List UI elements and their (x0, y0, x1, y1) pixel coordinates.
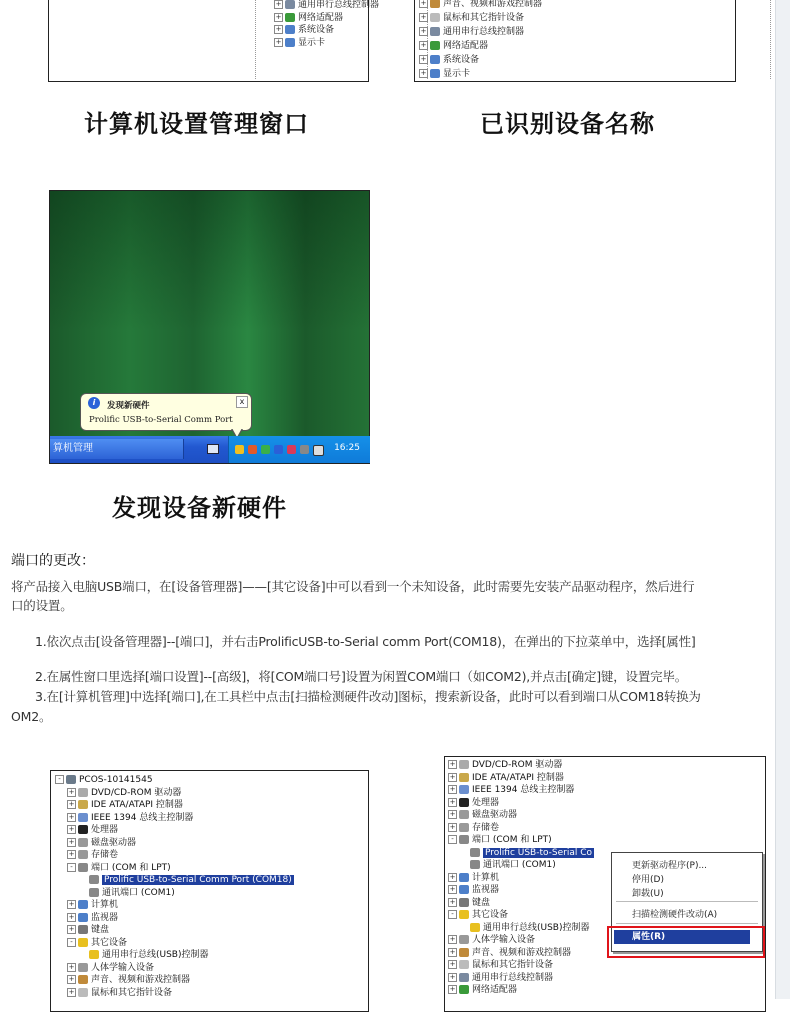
menu-item-update-driver[interactable]: 更新驱动程序(P)... (632, 861, 708, 871)
tree-node-com1[interactable] (55, 887, 294, 900)
tree-node-prolific-port[interactable] (448, 847, 594, 860)
network-card-icon (459, 985, 469, 994)
tree-node-label: 通讯端口 (COM1) (483, 860, 556, 870)
close-icon[interactable]: x (236, 396, 248, 408)
tree-node-system-devices[interactable] (419, 53, 542, 67)
step-2-text: 2.在属性窗口里选择[端口设置]--[高级]，将[COM端口号]设置为闲置COM端口（如COM2),并点击[确定]键，设置完毕。 (35, 669, 688, 684)
caption-computer-management: 计算机设置管理窗口 (84, 110, 309, 138)
tree-node-label: 网络适配器 (298, 12, 344, 23)
expand-icon: + (449, 960, 456, 968)
tree-node-label: 网络适配器 (472, 985, 518, 995)
tree-node-keyboards[interactable] (55, 924, 294, 937)
device-manager-panel-bottom-left (50, 770, 369, 1012)
network-card-icon (285, 13, 295, 22)
taskbar-item-computer-management[interactable]: 算机管理 (50, 439, 184, 459)
device-manager-panel-top-left (48, 0, 380, 82)
device-manager-panel-top-right (414, 0, 736, 82)
expand-icon: + (68, 812, 75, 821)
hid-icon (459, 935, 469, 944)
unknown-device-icon (459, 910, 469, 919)
tree-node-ide[interactable] (448, 772, 594, 785)
tree-node-ieee1394[interactable] (448, 784, 594, 797)
tree-node-storage-volumes[interactable] (55, 849, 294, 862)
expand-icon: + (449, 797, 456, 806)
system-tray (228, 436, 370, 463)
expand-icon: + (68, 900, 75, 908)
tree-node-label: 人体学输入设备 (91, 962, 155, 973)
tree-node-label: 通用串行总线控制器 (443, 27, 525, 37)
expand-icon: + (68, 800, 75, 808)
tree-node-label: 通用串行总线(USB)控制器 (102, 950, 209, 960)
menu-item-properties[interactable]: 属性(R) (614, 930, 750, 944)
tree-node-label: IEEE 1394 总线主控制器 (472, 785, 575, 795)
page-scrollbar[interactable] (775, 0, 790, 999)
tree-node-label: 系统设备 (298, 25, 335, 35)
tree-node-other-devices[interactable] (448, 909, 594, 922)
tree-node-computer[interactable] (448, 872, 594, 885)
collapse-icon: - (67, 863, 76, 872)
processor-icon (78, 825, 88, 834)
tree-node-sound-video[interactable] (419, 0, 542, 11)
intro-paragraph-line1: 将产品接入电脑USB端口，在[设备管理器]——[其它设备]中可以看到一个未知设备，此时需要先安装产品驱动程序，然后进行 (11, 579, 695, 594)
expand-icon: + (449, 935, 456, 943)
expand-icon: + (449, 772, 456, 781)
port-icon (89, 875, 99, 884)
expand-icon: + (420, 0, 427, 7)
taskbar (50, 436, 369, 463)
device-manager-panel-bottom-right (444, 756, 766, 1012)
processor-icon (459, 798, 469, 807)
usb-device-icon[interactable] (235, 445, 244, 454)
tree-node-label: 端口 (COM 和 LPT) (91, 862, 171, 873)
expand-icon: + (449, 810, 456, 818)
tree-node-label: 鼠标和其它指针设备 (91, 987, 173, 998)
tree-node-label: IDE ATA/ATAPI 控制器 (472, 772, 564, 783)
tree-node-hid[interactable] (55, 962, 294, 975)
tree-node-com1[interactable] (448, 859, 594, 872)
tree-node-label: 通用串行总线(USB)控制器 (483, 922, 590, 933)
tree-node-label-selected: Prolific USB-to-Serial Comm Port (COM18) (104, 875, 292, 885)
tree-node-system-devices[interactable] (274, 24, 379, 37)
tree-node-label: 监视器 (91, 912, 119, 923)
display-adapter-icon (285, 38, 295, 47)
network-icon[interactable] (248, 445, 257, 454)
tree-node-monitors[interactable] (448, 884, 594, 897)
tree-node-ide[interactable] (55, 799, 294, 812)
monitor-icon (78, 913, 88, 922)
expand-icon: + (68, 962, 75, 971)
caption-recognized-device: 已识别设备名称 (480, 110, 655, 138)
disk-drive-icon (78, 838, 88, 847)
tree-node-hid[interactable] (448, 934, 594, 947)
balloon-text: Prolific USB-to-Serial Comm Port (89, 415, 233, 425)
tree-node-usb-controller[interactable] (419, 25, 542, 39)
storage-volume-icon (459, 823, 469, 832)
tree-node-network-adapter[interactable] (274, 12, 379, 25)
tree-node-label: 显示卡 (298, 37, 326, 48)
highlight-box (607, 926, 765, 958)
tree-node-label-selected: Prolific USB-to-Serial Co (485, 847, 593, 858)
section-heading-port-change: 端口的更改： (11, 553, 95, 569)
ide-controller-icon (459, 773, 469, 782)
security-icon[interactable] (261, 445, 270, 454)
tree-node-label: 声音、视频和游戏控制器 (443, 0, 543, 9)
tree-node-unknown-usb[interactable] (448, 922, 594, 935)
tree-node-label: DVD/CD-ROM 驱动器 (91, 787, 182, 798)
step-3-text-line1: 3.在[计算机管理]中选择[端口],在工具栏中点击[扫描检测硬件改动]图标，搜索新设备，此时可以看到端口从COM18转换为 (35, 689, 701, 704)
tree-node-label: 计算机 (472, 872, 500, 883)
tool-icon[interactable] (274, 445, 283, 454)
tree-node-label: 人体学输入设备 (472, 935, 536, 945)
port-icon (459, 835, 469, 844)
expand-icon: + (68, 912, 75, 921)
tree-node-label: 磁盘驱动器 (91, 837, 137, 848)
tree-node-prolific-port[interactable] (55, 874, 294, 887)
tree-node-sound-video[interactable] (55, 974, 294, 987)
tree-node-other-devices[interactable] (55, 937, 294, 950)
expand-icon: + (420, 69, 427, 77)
computer-icon (78, 900, 88, 909)
tree-node-mouse[interactable] (448, 959, 594, 972)
tree-node-mouse[interactable] (419, 11, 542, 25)
collapse-icon: - (67, 938, 76, 947)
caption-new-hardware-found: 发现设备新硬件 (112, 494, 287, 522)
ieee1394-icon (459, 785, 469, 794)
collapse-icon: - (448, 835, 457, 844)
expand-icon: + (275, 25, 282, 33)
expand-icon: + (68, 837, 75, 846)
expand-icon: + (68, 975, 75, 983)
tree-node-label: 鼠标和其它指针设备 (472, 960, 554, 970)
tree-node-usb-controller[interactable] (448, 972, 594, 985)
mouse-icon (430, 13, 440, 22)
mouse-icon (78, 988, 88, 997)
device-tree-bottom-left (55, 774, 294, 999)
tree-node-label: 鼠标和其它指针设备 (443, 13, 525, 23)
network-card-icon (430, 41, 440, 50)
expand-icon: + (68, 987, 75, 996)
tree-node-dvd[interactable] (55, 787, 294, 800)
dvd-drive-icon (78, 788, 88, 797)
tree-node-dvd[interactable] (448, 759, 594, 772)
printer-icon[interactable] (313, 445, 324, 456)
computer-icon (459, 873, 469, 882)
system-device-icon (285, 25, 295, 34)
tree-node-keyboards[interactable] (448, 897, 594, 910)
port-icon (470, 860, 480, 869)
monitor-icon[interactable] (300, 445, 309, 454)
expand-icon: + (449, 897, 456, 906)
ieee1394-icon (78, 813, 88, 822)
tree-node-display-adapter[interactable] (419, 67, 542, 81)
tree-node-unknown-usb[interactable] (55, 949, 294, 962)
dvd-drive-icon (459, 760, 469, 769)
tree-node-sound-video[interactable] (448, 947, 594, 960)
expand-icon: + (449, 985, 456, 993)
expand-icon: + (68, 925, 75, 933)
port-icon (89, 888, 99, 897)
expand-icon: + (420, 27, 427, 35)
intro-paragraph-line2: 口的设置。 (11, 598, 73, 613)
expand-icon: + (420, 13, 427, 21)
tree-node-label: 键盘 (472, 897, 491, 908)
taskbar-clock[interactable]: 16:25 (334, 443, 360, 453)
tree-node-label: IEEE 1394 总线主控制器 (91, 812, 194, 823)
tree-node-disk-drives[interactable] (448, 809, 594, 822)
system-device-icon (430, 55, 440, 64)
tree-root-computer[interactable] (55, 774, 294, 787)
menu-item-disable[interactable]: 停用(D) (632, 875, 664, 885)
port-icon (78, 863, 88, 872)
unknown-device-icon (78, 938, 88, 947)
port-icon (470, 848, 480, 857)
device-tree-top-left (274, 0, 379, 49)
usb-icon (430, 27, 440, 36)
info-icon: i (88, 397, 100, 409)
expand-icon: + (449, 972, 456, 981)
monitor-icon (459, 885, 469, 894)
tree-node-label: 网络适配器 (443, 41, 489, 51)
speaker-icon (430, 0, 440, 8)
expand-icon: + (420, 55, 427, 63)
storage-volume-icon (78, 850, 88, 859)
expand-icon: + (449, 785, 456, 793)
mouse-icon (459, 960, 469, 969)
tree-node-label: 通用串行总线控制器 (472, 972, 554, 983)
tree-node-label: 计算机 (91, 900, 119, 910)
expand-icon: + (68, 787, 75, 796)
tree-node-label: 其它设备 (472, 910, 509, 920)
computer-icon (66, 775, 76, 784)
tree-node-label: PCOS-10141545 (79, 775, 153, 785)
expand-icon: + (275, 37, 282, 46)
tree-node-monitors[interactable] (55, 912, 294, 925)
tree-node-computer[interactable] (55, 899, 294, 912)
tree-node-storage-volumes[interactable] (448, 822, 594, 835)
speaker-icon (78, 975, 88, 984)
new-hardware-desktop-screenshot (49, 190, 370, 464)
keyboard-icon (459, 898, 469, 907)
tree-node-label: DVD/CD-ROM 驱动器 (472, 760, 563, 770)
tree-node-processor[interactable] (55, 824, 294, 837)
keyboard-icon[interactable] (207, 444, 219, 454)
tree-node-network-adapter[interactable] (448, 984, 594, 997)
expand-icon: + (275, 0, 282, 8)
tree-node-usb-controller[interactable] (274, 0, 379, 12)
tree-node-label: 声音、视频和游戏控制器 (472, 947, 572, 958)
found-new-hardware-balloon[interactable] (80, 393, 252, 431)
unknown-device-icon (470, 923, 480, 932)
hid-icon (78, 963, 88, 972)
expand-icon: + (420, 41, 427, 49)
tree-node-processor[interactable] (448, 797, 594, 810)
usb-icon (459, 973, 469, 982)
tree-node-label: 存储卷 (472, 822, 500, 833)
tree-node-label: 处理器 (91, 825, 119, 835)
unknown-device-icon (89, 950, 99, 959)
expand-icon: + (449, 822, 456, 831)
device-tree-bottom-right (448, 759, 594, 997)
expand-icon: + (68, 850, 75, 858)
step-1-text: 1.依次点击[设备管理器]--[端口]，并右击ProlificUSB-to-Serial comm Port(COM18)，在弹出的下拉菜单中，选择[属性] (35, 634, 696, 649)
speaker-icon (459, 948, 469, 957)
tree-node-label: 其它设备 (91, 937, 128, 948)
tree-node-label: 磁盘驱动器 (472, 810, 518, 820)
tree-node-ports[interactable] (448, 834, 594, 847)
tree-node-label: 存储卷 (91, 850, 119, 860)
tree-node-mouse[interactable] (55, 987, 294, 1000)
tree-node-label: 系统设备 (443, 55, 480, 65)
tree-node-network-adapter[interactable] (419, 39, 542, 53)
disk-drive-icon (459, 810, 469, 819)
expand-icon: + (449, 947, 456, 956)
tree-node-ports[interactable] (55, 862, 294, 875)
usb-icon (285, 0, 295, 9)
collapse-icon: - (448, 910, 457, 919)
volume-icon[interactable] (287, 445, 296, 454)
tree-node-label: 端口 (COM 和 LPT) (472, 835, 552, 845)
tree-node-label: 显示卡 (443, 69, 471, 79)
collapse-icon: - (55, 775, 64, 784)
expand-icon: + (68, 825, 75, 833)
tree-node-label: 监视器 (472, 885, 500, 895)
tree-node-display-adapter[interactable] (274, 37, 379, 50)
display-adapter-icon (430, 69, 440, 78)
expand-icon: + (449, 872, 456, 881)
tree-node-label: 通讯端口 (COM1) (102, 887, 175, 898)
menu-item-uninstall[interactable]: 卸载(U) (632, 889, 664, 899)
tree-node-label: 处理器 (472, 797, 500, 808)
menu-item-scan-hardware[interactable]: 扫描检测硬件改动(A) (632, 910, 718, 920)
balloon-title: 发现新硬件 (107, 401, 150, 411)
tree-node-label: 通用串行总线控制器 (298, 0, 380, 10)
step-3-text-line2: OM2。 (11, 709, 52, 724)
tree-node-label: 键盘 (91, 925, 110, 935)
tree-node-label: IDE ATA/ATAPI 控制器 (91, 800, 183, 810)
expand-icon: + (449, 760, 456, 768)
tree-node-label: 声音、视频和游戏控制器 (91, 975, 191, 985)
tree-node-ieee1394[interactable] (55, 812, 294, 825)
device-tree-top-right (419, 0, 542, 81)
expand-icon: + (449, 885, 456, 893)
ide-controller-icon (78, 800, 88, 809)
keyboard-icon (78, 925, 88, 934)
expand-icon: + (275, 12, 282, 21)
tree-node-disk-drives[interactable] (55, 837, 294, 850)
